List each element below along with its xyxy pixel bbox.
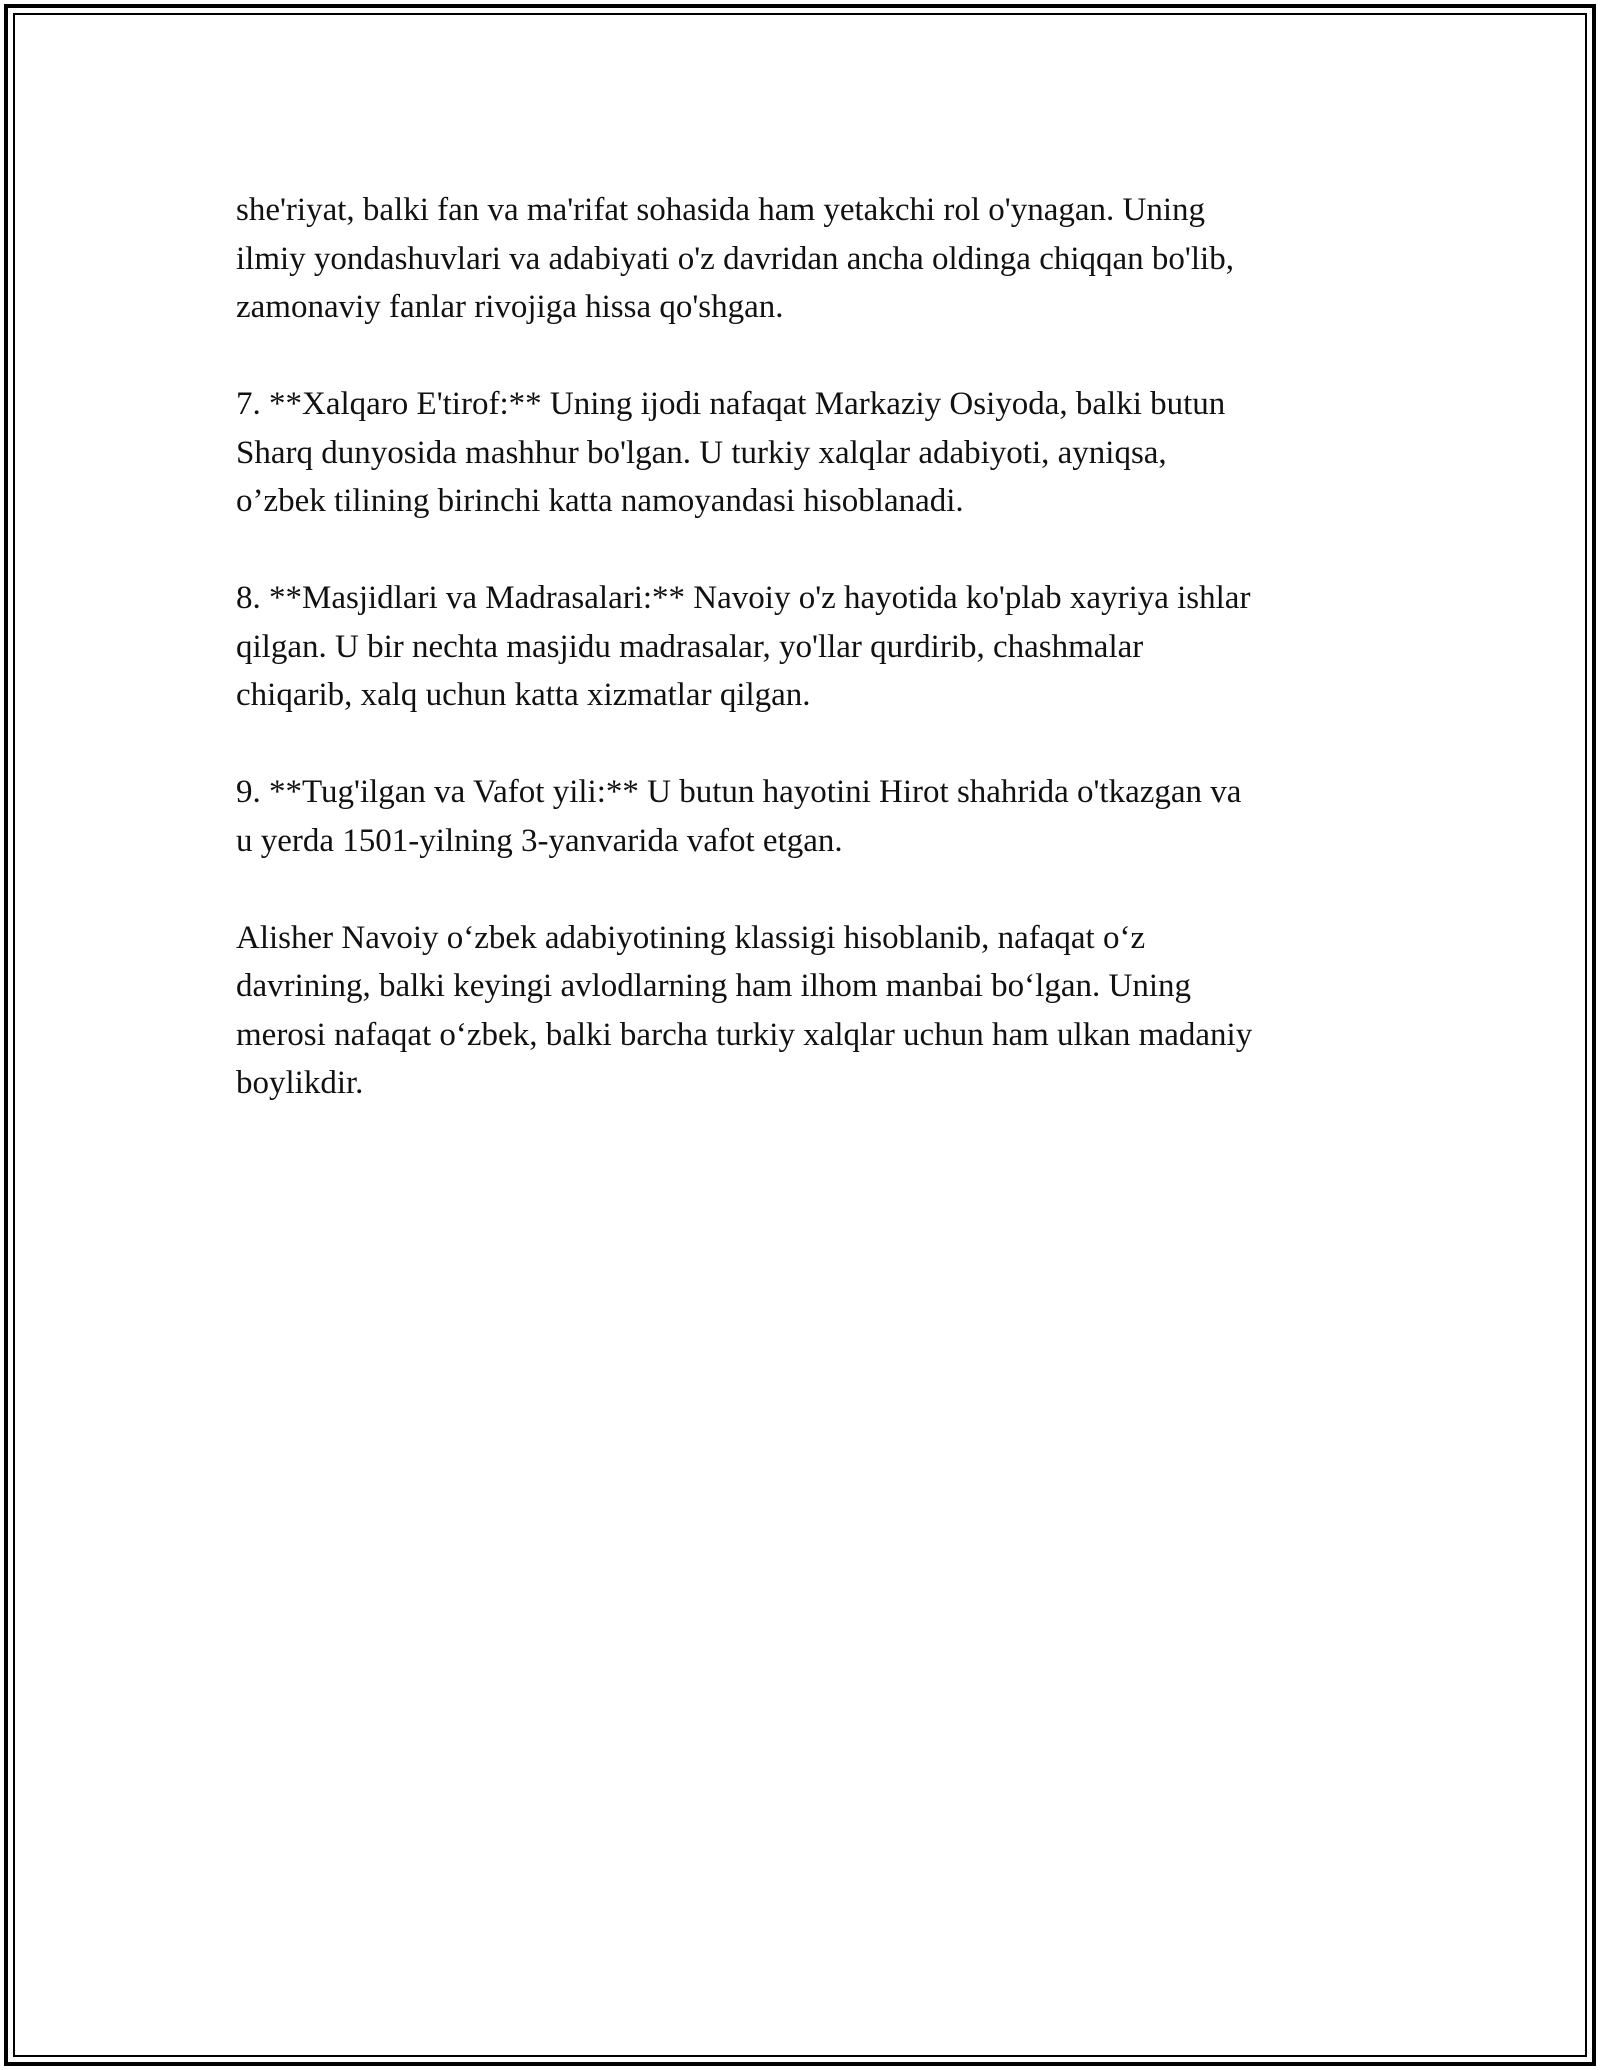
paragraph-item-8: 8. **Masjidlari va Madrasalari:** Navoiy o'z hayotida ko'plab xayriya ishlar qilgan. U bir nechta masjidu madrasalar, yo'llar qurdirib, chashmalar chiqarib, xalq uchun katta xizmatlar qilgan. (236, 580, 1251, 713)
paragraph-item-7: 7. **Xalqaro E'tirof:** Uning ijodi nafaqat Markaziy Osiyoda, balki butun Sharq dunyosida mashhur bo'lgan. U turkiy xalqlar adabiyoti, ayniqsa, o’zbek tilining birinchi katta namoyandasi hisoblanadi. (236, 386, 1226, 519)
paragraph-conclusion: Alisher Navoiy o‘zbek adabiyotining klassigi hisoblanib, nafaqat o‘z davrining, balki keyingi avlodlarning ham ilhom manbai bo‘lgan. Uning merosi nafaqat o‘zbek, balki barcha turkiy xalqlar uchun ham ulkan madaniy boylikdir. (236, 919, 1253, 1101)
paragraph-intro-continuation: she'riyat, balki fan va ma'rifat sohasida ham yetakchi rol o'ynagan. Uning ilmiy yondashuvlari va adabiyati o'z davridan ancha oldinga chiqqan bo'lib, zamonaviy fanlar rivojiga hissa qo'shgan. (236, 192, 1234, 325)
document-body (236, 186, 1396, 1108)
paragraph-item-9: 9. **Tug'ilgan va Vafot yili:** U butun hayotini Hirot shahrida o'tkazgan va u yerda 1501-yilning 3-yanvarida vafot etgan. (236, 774, 1242, 859)
